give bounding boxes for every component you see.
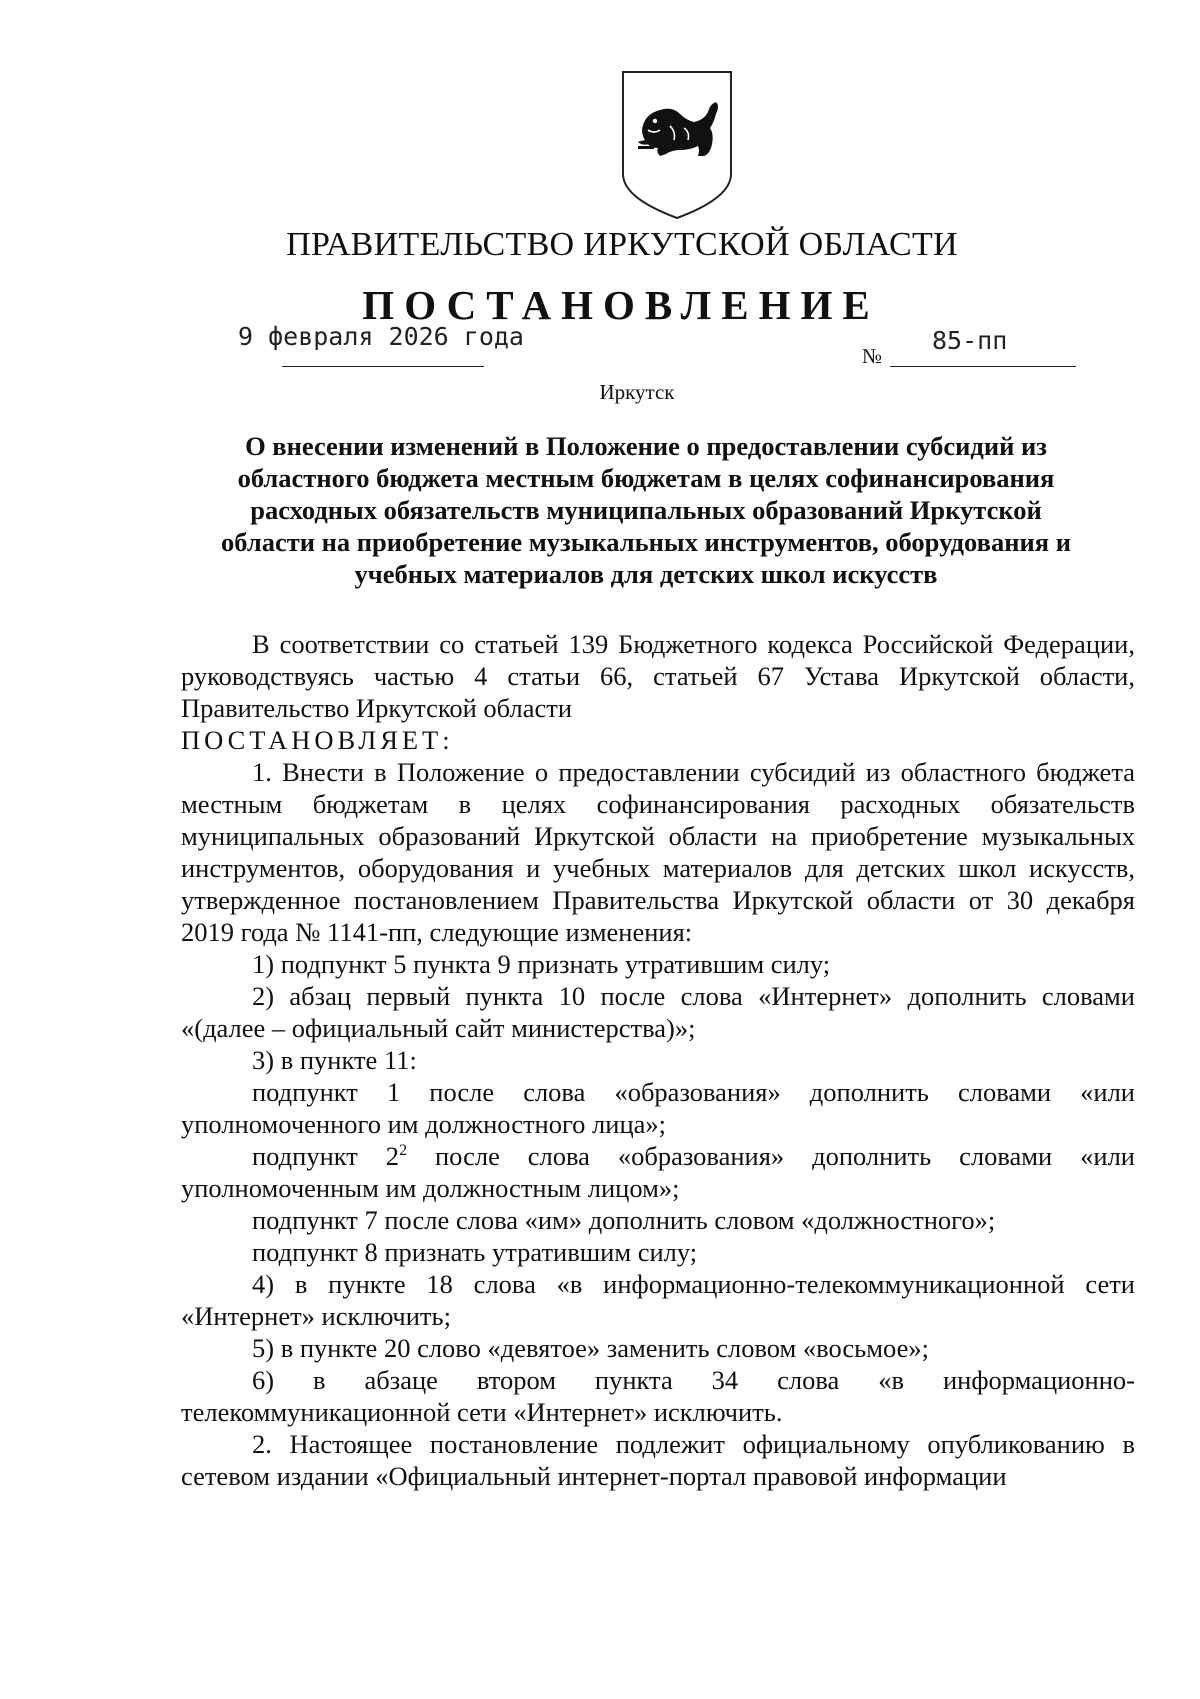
title-line: областного бюджета местным бюджетам в целях софинансирования [237, 463, 1055, 493]
title-line: О внесении изменений в Положение о предоставлении субсидий из [245, 431, 1047, 461]
coat-of-arms-emblem [620, 70, 734, 220]
title-line: области на приобретение музыкальных инструментов, оборудования и [221, 527, 1071, 557]
subitem-3b-start: подпункт 2 [252, 1141, 400, 1171]
preamble-paragraph: В соответствии со статьей 139 Бюджетного кодекса Российской Федерации, руководствуясь частью 4 статьи 66, статьей 67 Устава Иркутской области, Правительство Иркутской области [181, 629, 1135, 723]
subitem-3c: подпункт 7 после слова «им» дополнить словом «должностного»; [252, 1205, 996, 1235]
subitem-3b-rest: после слова «образования» дополнить словами «или уполномоченным им должностным лицом»; [181, 1141, 1135, 1203]
title-line: расходных обязательств муниципальных образований Иркутской [250, 495, 1042, 525]
document-date: 9 февраля 2026 года [238, 322, 524, 351]
number-underline [890, 366, 1076, 367]
subitem-2: 2) абзац первый пункта 10 после слова «Интернет» дополнить словами «(далее – официальный сайт министерства)»; [181, 981, 1135, 1043]
title-line: учебных материалов для детских школ искусств [354, 559, 938, 589]
subitem-5: 5) в пункте 20 слово «девятое» заменить словом «восьмое»; [252, 1333, 929, 1363]
decree-body [181, 628, 1135, 1492]
city-name: Иркутск [599, 380, 675, 404]
subitem-3a: подпункт 1 после слова «образования» дополнить словами «или уполномоченного им должностного лица»; [181, 1077, 1135, 1139]
subitem-3: 3) в пункте 11: [252, 1045, 417, 1075]
government-name: ПРАВИТЕЛЬСТВО ИРКУТСКОЙ ОБЛАСТИ [286, 226, 958, 263]
resolves-heading: ПОСТАНОВЛЯЕТ: [181, 725, 454, 755]
number-sign: № [862, 344, 883, 368]
item-1-paragraph: 1. Внести в Положение о предоставлении субсидий из областного бюджета местным бюджетам в целях софинансирования расходных обязательств муниципальных образований Иркутской области на приобретение музыкальных инструментов, оборудования и учебных материалов для детских школ искусств, утвержденное постановлением Правительства Иркутской области от 30 декабря 2019 года № 1141-пп, следующие изменения: [181, 757, 1135, 947]
subitem-3d: подпункт 8 признать утратившим силу; [252, 1237, 698, 1267]
document-type-title: ПОСТАНОВЛЕНИЕ [362, 282, 880, 328]
superscript: 2 [399, 1142, 408, 1160]
subitem-6: 6) в абзаце втором пункта 34 слова «в информационно-телекоммуникационной сети «Интернет» исключить. [181, 1365, 1135, 1427]
decree-title [196, 430, 1096, 590]
date-underline [282, 366, 484, 367]
subitem-4: 4) в пункте 18 слова «в информационно-телекоммуникационной сети «Интернет» исключить; [181, 1269, 1135, 1331]
item-2-paragraph: 2. Настоящее постановление подлежит официальному опубликованию в сетевом издании «Официальный интернет-портал правовой информации [181, 1429, 1135, 1491]
document-number: 85-пп [932, 326, 1008, 355]
subitem-1: 1) подпункт 5 пункта 9 признать утратившим силу; [252, 949, 831, 979]
subitem-3b [181, 1140, 1135, 1204]
